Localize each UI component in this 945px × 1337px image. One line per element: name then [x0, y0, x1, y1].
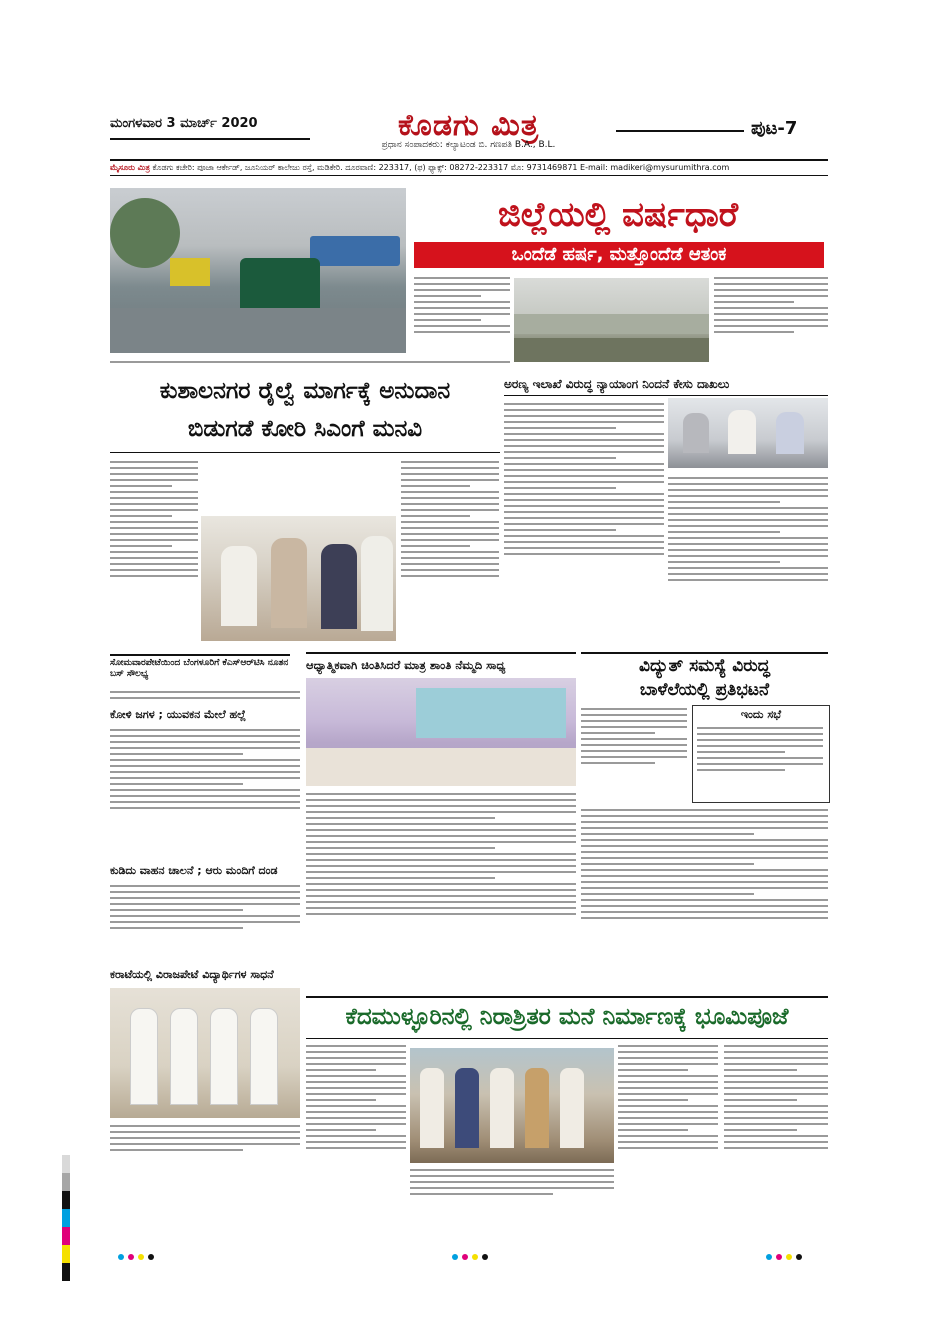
photo-barricade [170, 258, 210, 286]
lead-text-col-1 [414, 274, 510, 366]
contact-bar [110, 159, 828, 176]
photo-stage-banner [416, 688, 566, 738]
shelter-text-col-1 [306, 1042, 406, 1222]
spirit-headline: ಆಧ್ಯಾತ್ಮಿಕವಾಗಿ ಚಿಂತಿಸಿದರೆ ಮಾತ್ರ ಶಾಂತಿ ನೆಮ್ಮದಿ ಸಾಧ್ಯ [306, 652, 576, 676]
color-swatch-strip [62, 1155, 70, 1285]
railway-text-col-1 [110, 458, 198, 646]
fight-headline: ಕೋಳಿ ಜಗಳ ; ಯುವಕನ ಮೇಲೆ ಹಲ್ಲೆ [110, 708, 246, 721]
bus-text [110, 688, 300, 706]
railway-headline-line1: ಕುಶಾಲನಗರ ರೈಲ್ವೆ ಮಾರ್ಗಕ್ಕೆ ಅನುದಾನ [159, 378, 451, 404]
photo-person [455, 1068, 479, 1148]
shelter-headline: ಕೆದಮುಳ್ಳೂರಿನಲ್ಲಿ ನಿರಾಶ್ರಿತರ ಮನೆ ನಿರ್ಮಾಣಕ್ಕೆ ಭೂಮಿಪೂಜೆ [306, 996, 828, 1039]
spirit-text [306, 790, 576, 990]
railway-text-col-3 [401, 458, 499, 646]
power-headline [581, 652, 828, 702]
karate-headline: ಕರಾಟೆಯಲ್ಲಿ ವಿರಾಜಪೇಟೆ ವಿದ್ಯಾರ್ಥಿಗಳ ಸಾಧನೆ [110, 968, 274, 981]
today-meeting-text [697, 724, 823, 798]
today-meeting-box [692, 705, 830, 803]
photo-fog-trees [514, 314, 709, 334]
forest-text-col-1 [504, 400, 664, 645]
forest-headline: ಅರಣ್ಯ ಇಲಾಖೆ ವಿರುದ್ಧ ನ್ಯಾಯಾಂಗ ನಿಂದನೆ ಕೇಸು ದಾಖಲು [504, 373, 828, 396]
power-text-col-1 [581, 705, 687, 801]
cm-meeting-photo [201, 516, 396, 641]
photo-student [250, 1008, 278, 1105]
shelter-caption [410, 1166, 614, 1222]
photo-bus [310, 236, 400, 266]
power-headline-line2: ಬಾಳೆಲೆಯಲ್ಲಿ ಪ್ರತಿಭಟನೆ [639, 680, 770, 700]
fight-text [110, 726, 300, 861]
photo-person [221, 546, 257, 626]
photo-person [776, 412, 804, 454]
spirit-event-photo [306, 678, 576, 786]
lead-text-row [110, 358, 510, 370]
photo-person [560, 1068, 584, 1148]
photo-person [525, 1068, 549, 1148]
photo-person [490, 1068, 514, 1148]
photo-ground [514, 338, 709, 362]
lead-subhead: ಒಂದೆಡೆ ಹರ್ಷ, ಮತ್ತೊಂದೆಡೆ ಆತಂಕ [414, 242, 824, 268]
masthead [96, 108, 831, 156]
groundbreaking-photo [410, 1048, 614, 1163]
power-headline-line1: ವಿದ್ಯುತ್ ಸಮಸ್ಯೆ ವಿರುದ್ಧ [638, 656, 771, 676]
photo-student [130, 1008, 158, 1105]
rain-photo [110, 188, 406, 353]
forest-text-col-2 [668, 474, 828, 646]
fog-photo [514, 278, 709, 362]
photo-wet-road [110, 308, 406, 353]
date-rule [110, 138, 310, 140]
accident-headline: ಕುಡಿದು ವಾಹನ ಚಾಲನೆ ; ಆರು ಮಂದಿಗೆ ದಂಡ [110, 864, 278, 877]
contact-office: ಕೊಡಗು ಕಚೇರಿ: ಪೂಜಾ ಆರ್ಕೇಡ್, ಜೂನಿಯರ್ ಕಾಲೇಜು ರಸ್ತೆ, ಮಡಿಕೇರಿ. ದೂರವಾಣಿ: 223317, (ಫ) ಫ್ಯಾಕ್ಸ್: 08272-223317 ಮೊ: 9731469871 [152, 163, 578, 172]
lead-headline: ಜಿಲ್ಲೆಯಲ್ಲಿ ವರ್ಷಧಾರೆ [497, 195, 739, 235]
page-rule [616, 130, 744, 132]
shelter-text-col-3 [618, 1042, 718, 1222]
contact-brand: ಮೈಸೂರು ಮಿತ್ರ [110, 163, 150, 172]
page-number: ಪುಟ-7 [751, 118, 798, 139]
photo-audience [306, 748, 576, 786]
registration-dots [766, 1245, 826, 1253]
registration-dots [452, 1245, 512, 1253]
bus-headline: ಸೋಮವಾರಪೇಟೆಯಿಂದ ಬೆಂಗಳೂರಿಗೆ ಕೆಎಸ್‌ಆರ್‌ಟಿಸಿ ನೂತನ ಬಸ್ ಸೌಲಭ್ಯ [110, 654, 290, 690]
today-meeting-title: ಇಂದು ಸಭೆ [740, 708, 782, 721]
issue-date: ಮಂಗಳವಾರ 3 ಮಾರ್ಚ್ 2020 [110, 116, 258, 131]
power-text-col-2 [581, 806, 828, 990]
photo-person [420, 1068, 444, 1148]
newspaper-page [96, 108, 831, 1233]
contact-email: E-mail: madikeri@mysurumithra.com [580, 163, 730, 172]
railway-headline [110, 372, 500, 453]
photo-student [170, 1008, 198, 1105]
shelter-text-col-4 [724, 1042, 828, 1222]
photo-person [728, 410, 756, 454]
photo-person [321, 544, 357, 629]
photo-person [361, 536, 393, 631]
registration-dots [118, 1245, 178, 1253]
accident-text [110, 882, 300, 964]
photo-student [210, 1008, 238, 1105]
karate-photo [110, 988, 300, 1118]
lead-text-row-2 [514, 366, 828, 370]
editor-line: ಪ್ರಧಾನ ಸಂಪಾದಕರು: ಕಲ್ಯಾಟಂಡ ಬಿ. ಗಣಪತಿ B.A., B.L. [381, 140, 556, 150]
karate-text [110, 1122, 300, 1174]
photo-person [271, 538, 307, 628]
lead-text-col-4 [714, 274, 828, 366]
photo-person [683, 413, 709, 453]
paper-name: ಕೊಡಗು ಮಿತ್ರ [397, 108, 539, 143]
railway-headline-line2: ಬಿಡುಗಡೆ ಕೋರಿ ಸಿಎಂಗೆ ಮನವಿ [187, 416, 423, 442]
forest-meeting-photo [668, 398, 828, 468]
